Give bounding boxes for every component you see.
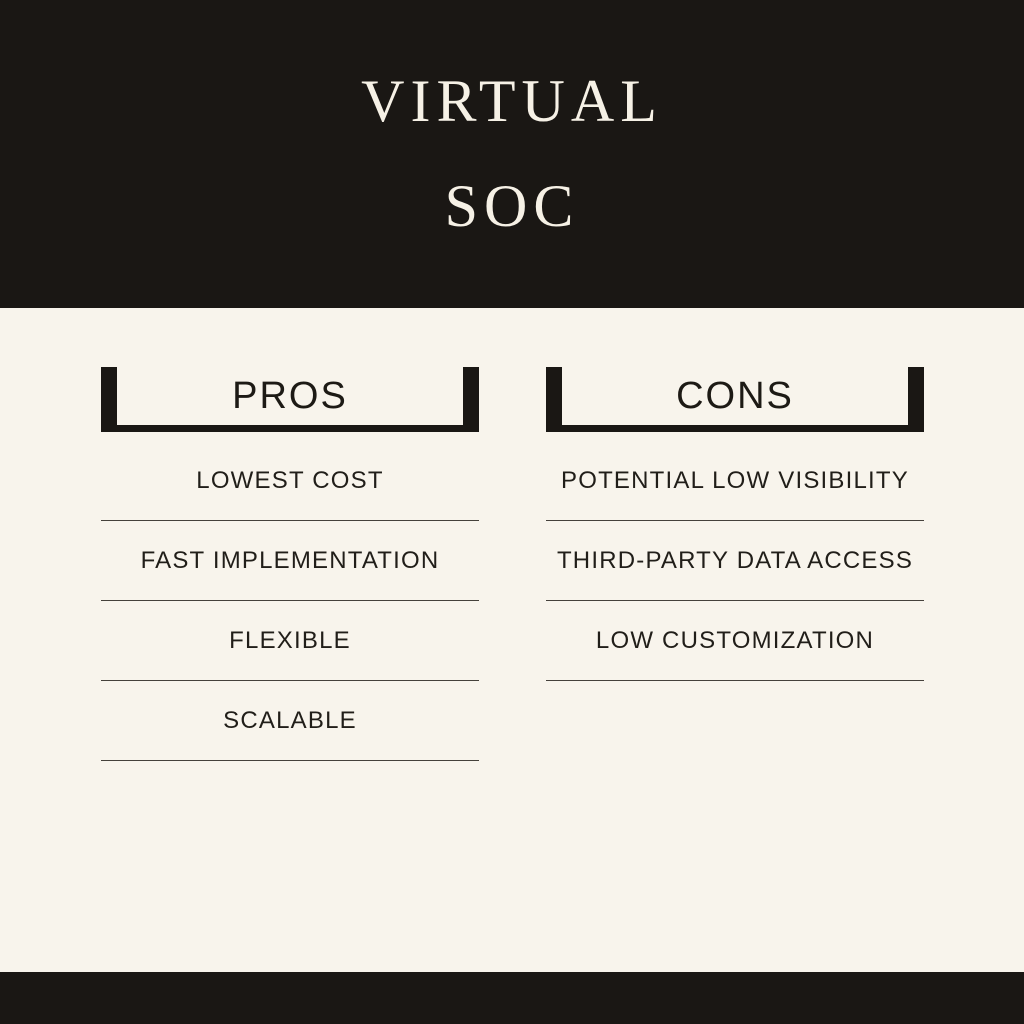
pros-header-label: PROS xyxy=(232,374,348,417)
pros-column xyxy=(101,367,479,761)
list-item xyxy=(546,601,924,681)
list-item xyxy=(101,521,479,601)
list-item xyxy=(101,601,479,681)
list-item xyxy=(101,681,479,761)
footer-band xyxy=(0,972,1024,1024)
cons-column xyxy=(546,367,924,681)
item-label: FAST IMPLEMENTATION xyxy=(140,546,440,574)
cons-header-bracket xyxy=(546,367,924,432)
title-line-2: SOC xyxy=(444,173,580,239)
pros-header-bracket xyxy=(101,367,479,432)
item-label: POTENTIAL LOW VISIBILITY xyxy=(561,466,909,494)
item-label: SCALABLE xyxy=(223,706,357,734)
item-label: THIRD-PARTY DATA ACCESS xyxy=(556,546,914,574)
list-item xyxy=(546,441,924,521)
list-item xyxy=(101,441,479,521)
header-band xyxy=(0,0,1024,308)
item-label: LOWEST COST xyxy=(196,466,384,494)
item-label: LOW CUSTOMIZATION xyxy=(595,626,875,654)
pros-list xyxy=(101,432,479,761)
main-area xyxy=(0,308,1024,972)
item-label: FLEXIBLE xyxy=(229,626,351,654)
title-line-1: VIRTUAL xyxy=(361,68,663,134)
list-item xyxy=(546,521,924,601)
cons-header-label: CONS xyxy=(676,374,794,417)
cons-list xyxy=(546,432,924,681)
